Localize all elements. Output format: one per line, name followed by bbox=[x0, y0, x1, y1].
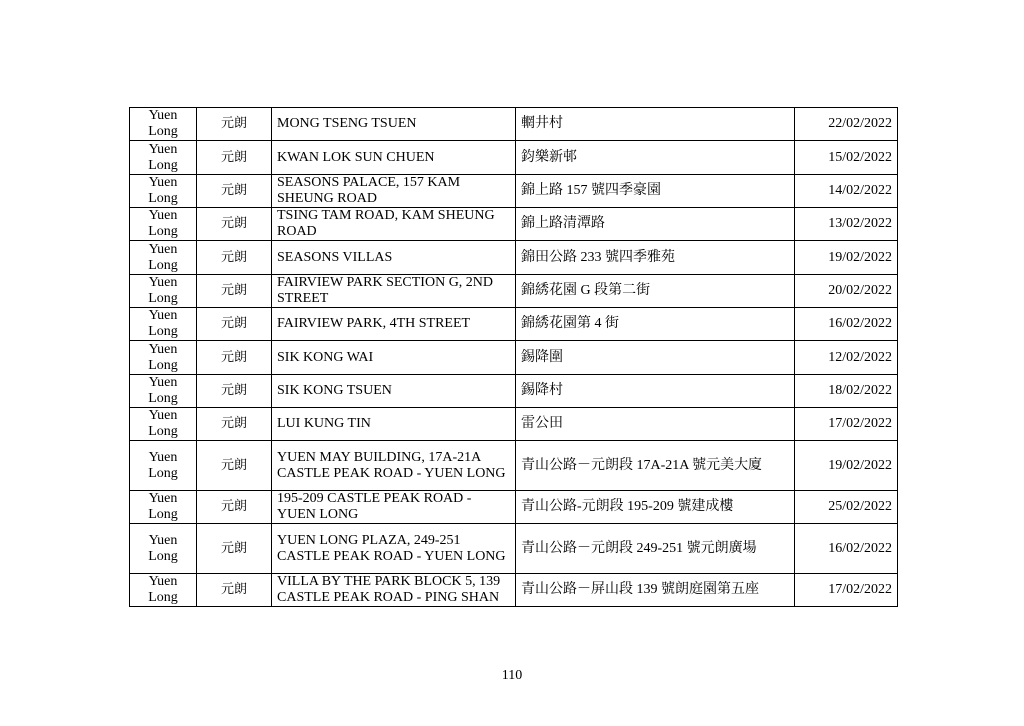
building-english-cell: VILLA BY THE PARK BLOCK 5, 139 CASTLE PEAK ROAD - PING SHAN bbox=[272, 574, 516, 607]
building-chinese-cell: 青山公路－元朗段 17A-21A 號元美大廈 bbox=[516, 441, 795, 491]
district-chinese-cell: 元朗 bbox=[197, 408, 272, 441]
date-cell: 17/02/2022 bbox=[795, 574, 898, 607]
date-cell: 18/02/2022 bbox=[795, 375, 898, 408]
district-english-cell: Yuen Long bbox=[130, 574, 197, 607]
district-english-cell: Yuen Long bbox=[130, 491, 197, 524]
district-english-cell: Yuen Long bbox=[130, 341, 197, 375]
building-chinese-cell: 青山公路-元朗段 195-209 號建成樓 bbox=[516, 491, 795, 524]
district-english-cell: Yuen Long bbox=[130, 524, 197, 574]
table-row bbox=[130, 375, 898, 408]
table-row bbox=[130, 308, 898, 341]
building-chinese-cell: 雷公田 bbox=[516, 408, 795, 441]
table-row bbox=[130, 241, 898, 275]
table-row bbox=[130, 574, 898, 607]
table-body bbox=[130, 108, 898, 607]
district-chinese-cell: 元朗 bbox=[197, 441, 272, 491]
date-cell: 13/02/2022 bbox=[795, 208, 898, 241]
building-english-cell: KWAN LOK SUN CHUEN bbox=[272, 141, 516, 175]
building-english-cell: MONG TSENG TSUEN bbox=[272, 108, 516, 141]
district-english-cell: Yuen Long bbox=[130, 375, 197, 408]
table-row bbox=[130, 108, 898, 141]
date-cell: 16/02/2022 bbox=[795, 308, 898, 341]
building-chinese-cell: 錫降圍 bbox=[516, 341, 795, 375]
building-english-cell: SIK KONG TSUEN bbox=[272, 375, 516, 408]
district-chinese-cell: 元朗 bbox=[197, 524, 272, 574]
district-chinese-cell: 元朗 bbox=[197, 275, 272, 308]
building-chinese-cell: 錦綉花園 G 段第二街 bbox=[516, 275, 795, 308]
building-english-cell: FAIRVIEW PARK, 4TH STREET bbox=[272, 308, 516, 341]
date-cell: 16/02/2022 bbox=[795, 524, 898, 574]
table-row bbox=[130, 491, 898, 524]
district-chinese-cell: 元朗 bbox=[197, 175, 272, 208]
building-chinese-cell: 青山公路－元朗段 249-251 號元朗廣場 bbox=[516, 524, 795, 574]
date-cell: 25/02/2022 bbox=[795, 491, 898, 524]
building-english-cell: YUEN MAY BUILDING, 17A-21A CASTLE PEAK ROAD - YUEN LONG bbox=[272, 441, 516, 491]
district-chinese-cell: 元朗 bbox=[197, 208, 272, 241]
building-chinese-cell: 錫降村 bbox=[516, 375, 795, 408]
date-cell: 14/02/2022 bbox=[795, 175, 898, 208]
district-english-cell: Yuen Long bbox=[130, 141, 197, 175]
district-english-cell: Yuen Long bbox=[130, 408, 197, 441]
date-cell: 22/02/2022 bbox=[795, 108, 898, 141]
district-chinese-cell: 元朗 bbox=[197, 308, 272, 341]
district-chinese-cell: 元朗 bbox=[197, 341, 272, 375]
table-row bbox=[130, 208, 898, 241]
building-chinese-cell: 錦上路 157 號四季豪園 bbox=[516, 175, 795, 208]
building-chinese-cell: 鈞樂新邨 bbox=[516, 141, 795, 175]
building-english-cell: SEASONS PALACE, 157 KAM SHEUNG ROAD bbox=[272, 175, 516, 208]
district-english-cell: Yuen Long bbox=[130, 441, 197, 491]
table-row bbox=[130, 275, 898, 308]
building-chinese-cell: 錦田公路 233 號四季雅苑 bbox=[516, 241, 795, 275]
building-chinese-cell: 青山公路－屏山段 139 號朗庭園第五座 bbox=[516, 574, 795, 607]
building-english-cell: 195-209 CASTLE PEAK ROAD - YUEN LONG bbox=[272, 491, 516, 524]
date-cell: 15/02/2022 bbox=[795, 141, 898, 175]
district-english-cell: Yuen Long bbox=[130, 208, 197, 241]
date-cell: 19/02/2022 bbox=[795, 241, 898, 275]
district-english-cell: Yuen Long bbox=[130, 241, 197, 275]
building-chinese-cell: 輞井村 bbox=[516, 108, 795, 141]
district-english-cell: Yuen Long bbox=[130, 275, 197, 308]
district-chinese-cell: 元朗 bbox=[197, 141, 272, 175]
district-english-cell: Yuen Long bbox=[130, 108, 197, 141]
building-english-cell: SIK KONG WAI bbox=[272, 341, 516, 375]
building-english-cell: LUI KUNG TIN bbox=[272, 408, 516, 441]
building-english-cell: SEASONS VILLAS bbox=[272, 241, 516, 275]
district-chinese-cell: 元朗 bbox=[197, 108, 272, 141]
district-chinese-cell: 元朗 bbox=[197, 574, 272, 607]
table-row bbox=[130, 141, 898, 175]
table-row bbox=[130, 408, 898, 441]
table-row bbox=[130, 441, 898, 491]
district-english-cell: Yuen Long bbox=[130, 308, 197, 341]
table-row bbox=[130, 175, 898, 208]
building-chinese-cell: 錦綉花園第 4 街 bbox=[516, 308, 795, 341]
building-english-cell: YUEN LONG PLAZA, 249-251 CASTLE PEAK ROAD - YUEN LONG bbox=[272, 524, 516, 574]
date-cell: 17/02/2022 bbox=[795, 408, 898, 441]
district-chinese-cell: 元朗 bbox=[197, 241, 272, 275]
district-english-cell: Yuen Long bbox=[130, 175, 197, 208]
table-row bbox=[130, 524, 898, 574]
page-number: 110 bbox=[501, 668, 523, 683]
building-english-cell: FAIRVIEW PARK SECTION G, 2ND STREET bbox=[272, 275, 516, 308]
date-cell: 20/02/2022 bbox=[795, 275, 898, 308]
date-cell: 12/02/2022 bbox=[795, 341, 898, 375]
date-cell: 19/02/2022 bbox=[795, 441, 898, 491]
district-chinese-cell: 元朗 bbox=[197, 491, 272, 524]
building-english-cell: TSING TAM ROAD, KAM SHEUNG ROAD bbox=[272, 208, 516, 241]
building-chinese-cell: 錦上路清潭路 bbox=[516, 208, 795, 241]
table-row bbox=[130, 341, 898, 375]
district-chinese-cell: 元朗 bbox=[197, 375, 272, 408]
building-records-table bbox=[129, 107, 898, 607]
